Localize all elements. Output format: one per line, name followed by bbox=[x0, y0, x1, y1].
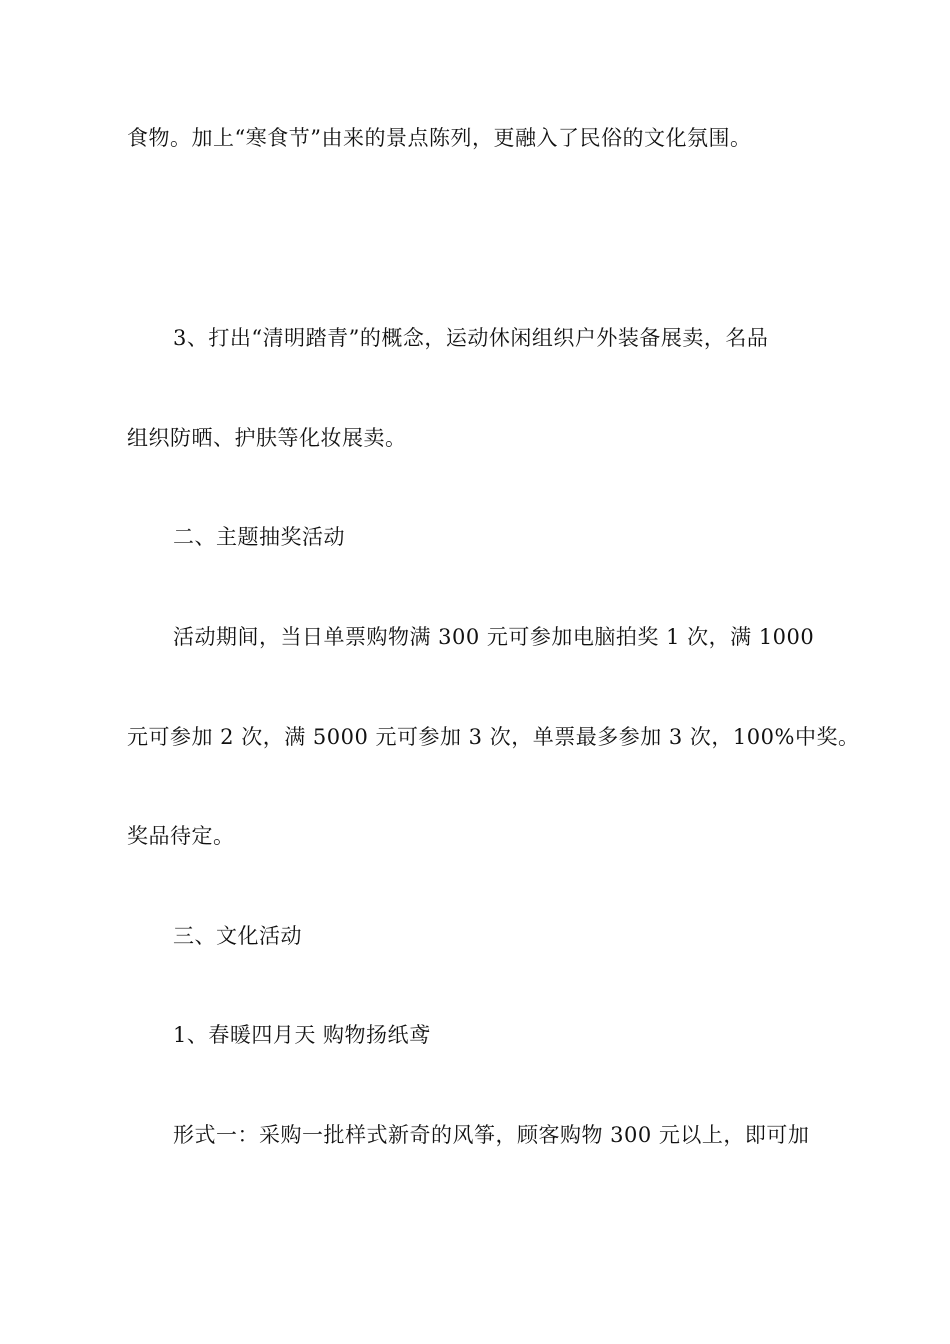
section-heading-culture: 三、文化活动 bbox=[173, 924, 302, 948]
lottery-paragraph-line-1: 活动期间，当日单票购物满 300 元可参加电脑拍奖 1 次，满 1000 bbox=[173, 625, 815, 649]
list-item-3-line-2: 组织防晒、护肤等化妆展卖。 bbox=[127, 426, 407, 450]
lottery-paragraph-line-3: 奖品待定。 bbox=[127, 824, 235, 848]
section-heading-lottery: 二、主题抽奖活动 bbox=[173, 525, 345, 549]
kite-paragraph-line-1: 形式一：采购一批样式新奇的风筝，顾客购物 300 元以上，即可加 bbox=[173, 1123, 810, 1147]
lottery-paragraph-line-2: 元可参加 2 次，满 5000 元可参加 3 次，单票最多参加 3 次，100%中奖。 bbox=[127, 725, 860, 749]
subheading-kite: 1、春暖四月天 购物扬纸鸢 bbox=[173, 1023, 431, 1047]
list-item-3-line-1: 3、打出“清明踏青”的概念，运动休闲组织户外装备展卖，名品 bbox=[173, 326, 769, 350]
paragraph-line: 食物。加上“寒食节”由来的景点陈列，更融入了民俗的文化氛围。 bbox=[127, 126, 752, 150]
